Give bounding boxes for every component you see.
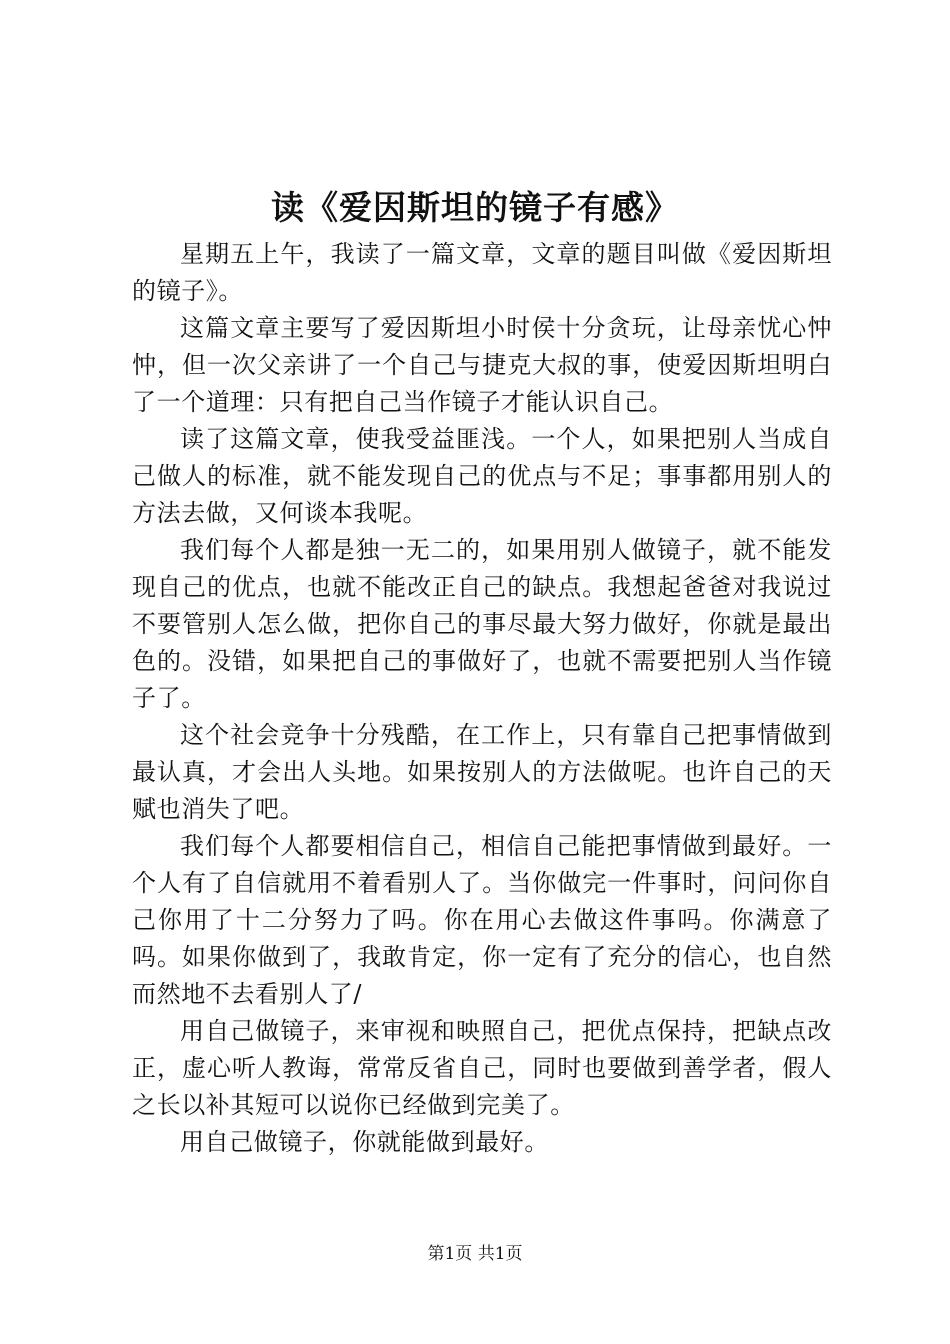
paragraph-1: 星期五上午，我读了一篇文章，文章的题目叫做《爱因斯坦的镜子》。 <box>132 240 832 305</box>
document-body <box>132 236 832 1161</box>
paragraph-3: 读了这篇文章，使我受益匪浅。一个人，如果把别人当成自己做人的标准，就不能发现自己的优点与不足；事事都用别人的方法去做，又何谈本我呢。 <box>132 425 832 527</box>
page-number-footer: 第1页 共1页 <box>427 1244 523 1264</box>
paragraph-7: 用自己做镜子，来审视和映照自己，把优点保持，把缺点改正，虚心听人教诲，常常反省自己，同时也要做到善学者，假人之长以补其短可以说你已经做到完美了。 <box>132 1017 832 1119</box>
paragraph-2: 这篇文章主要写了爱因斯坦小时侯十分贪玩，让母亲忧心忡忡，但一次父亲讲了一个自己与捷克大叔的事，使爱因斯坦明白了一个道理：只有把自己当作镜子才能认识自己。 <box>132 314 832 416</box>
paragraph-6: 我们每个人都要相信自己，相信自己能把事情做到最好。一个人有了自信就用不着看别人了。当你做完一件事时，问问你自己你用了十二分努力了吗。你在用心去做这件事吗。你满意了吗。如果你做到了，我敢肯定，你一定有了充分的信心，也自然而然地不去看别人了/ <box>132 832 832 1008</box>
paragraph-5: 这个社会竞争十分残酷，在工作上，只有靠自己把事情做到最认真，才会出人头地。如果按别人的方法做呢。也许自己的天赋也消失了吧。 <box>132 721 832 823</box>
document-title: 读《爱因斯坦的镜子有感》 <box>271 188 679 227</box>
paragraph-4: 我们每个人都是独一无二的，如果用别人做镜子，就不能发现自己的优点，也就不能改正自己的缺点。我想起爸爸对我说过不要管别人怎么做，把你自己的事尽最大努力做好，你就是最出色的。没错，如果把自己的事做好了，也就不需要把别人当作镜子了。 <box>132 536 832 712</box>
paragraph-8: 用自己做镜子，你就能做到最好。 <box>180 1128 549 1156</box>
